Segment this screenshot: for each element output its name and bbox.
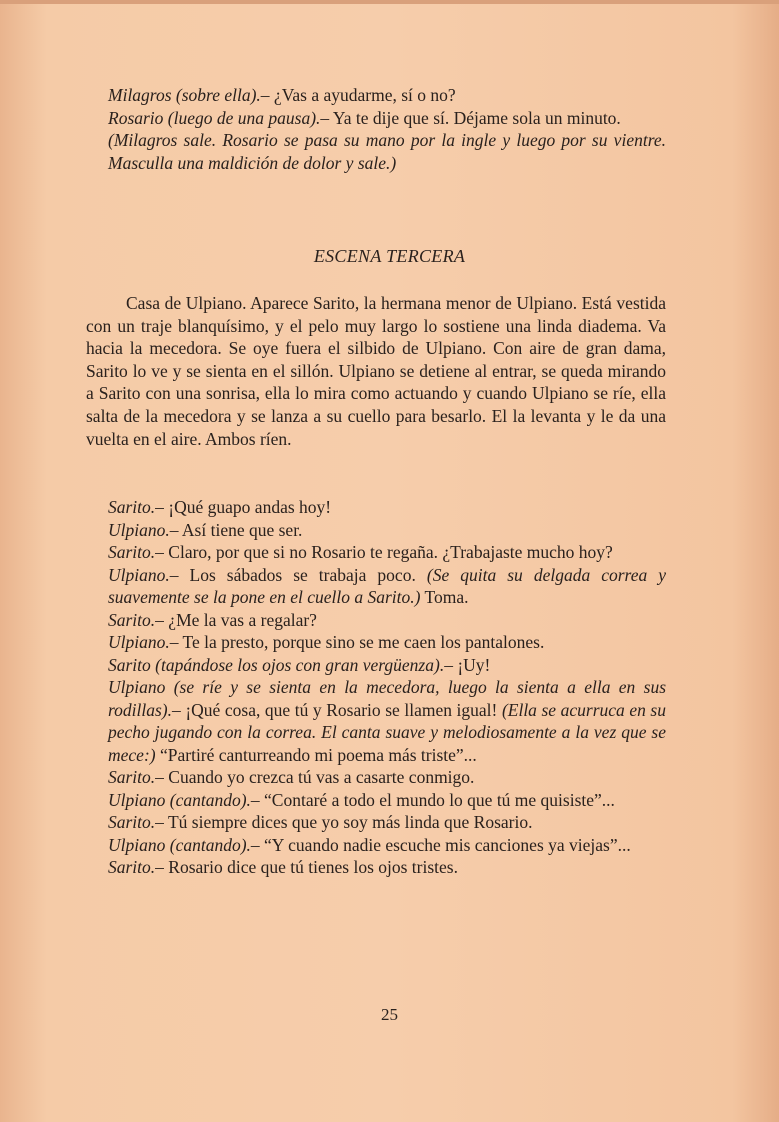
inline-stage-direction: (Se quita su delgada correa y suavemente se la pone en el cuello a Sarito.) xyxy=(108,564,667,607)
dialogue-line xyxy=(86,496,666,519)
speaker: Sarito. xyxy=(108,497,156,517)
dialogue-line xyxy=(86,84,666,107)
speaker: Sarito. xyxy=(108,542,156,562)
line-text: – “Y cuando nadie escuche mis canciones ya viejas”... xyxy=(250,834,631,855)
line-text-after: “Partiré canturreando mi poema más triste”... xyxy=(155,744,477,765)
line-text: – Ya te dije que sí. Déjame sola un minuto. xyxy=(320,107,621,128)
speaker: Ulpiano. xyxy=(108,564,170,585)
page-number: 25 xyxy=(381,1005,398,1024)
speaker: Ulpiano (cantando). xyxy=(108,834,251,855)
line-text: – ¡Qué cosa, que tú y Rosario se llamen igual! xyxy=(172,699,498,720)
dialogue-line xyxy=(86,856,666,879)
line-text: – Claro, por que si no Rosario te regaña. ¿Trabajaste mucho hoy? xyxy=(155,542,613,562)
dialogue-line xyxy=(86,631,666,654)
line-text: – ¿Vas a ayudarme, sí o no? xyxy=(260,85,456,105)
line-text: – Los sábados se trabaja poco. xyxy=(169,564,416,585)
dialogue-line xyxy=(86,609,666,632)
dialogue-line xyxy=(86,834,666,857)
dialogue-line xyxy=(86,519,666,542)
dialogue-line xyxy=(86,541,666,564)
line-text: – Rosario dice que tú tienes los ojos tristes. xyxy=(155,857,458,877)
speaker: Milagros (sobre ella). xyxy=(108,85,261,105)
scene-heading: ESCENA TERCERA xyxy=(313,246,466,266)
line-text: – ¡Uy! xyxy=(444,654,491,675)
dialogue-line xyxy=(86,107,666,130)
speaker: Sarito. xyxy=(108,609,156,630)
dialogue-line xyxy=(86,811,666,834)
dialogue-line xyxy=(86,654,666,677)
dialogue-line xyxy=(86,789,666,812)
inline-stage-direction: (Ella se acurruca en su pecho jugando con la correa. El canta suave y melodiosamente a la vez que se mece:) xyxy=(108,699,666,765)
dialogue-line xyxy=(86,564,666,609)
dialogue-line xyxy=(86,766,666,789)
scene-description: Casa de Ulpiano. Aparece Sarito, la hermana menor de Ulpiano. Está vestida con un traje blanquísimo, y el pelo muy largo lo sostiene una linda diadema. Va hacia la mecedora. Se oye fuera el silbido de Ulpiano. Con aire de gran dama, Sarito lo ve y se sienta en el sillón. Ulpiano se detiene al entrar, se queda mirando a Sarito con una sonrisa, ella lo mira como actuando y cuando Ulpiano se ríe, ella salta de la mecedora y se lanza a su cuello para besarlo. El la levanta y le da una vuelta en el aire. Ambos ríen. xyxy=(86,293,666,449)
line-text: – Cuando yo crezca tú vas a casarte conmigo. xyxy=(155,767,475,787)
speaker: Sarito. xyxy=(108,812,156,832)
scene-dialogue xyxy=(86,496,666,879)
line-text: – Tú siempre dices que yo soy más linda que Rosario. xyxy=(155,812,533,832)
speaker: Ulpiano (cantando). xyxy=(108,789,251,810)
line-text: – ¡Qué guapo andas hoy! xyxy=(155,497,332,517)
line-text-after: Toma. xyxy=(420,587,469,607)
speaker: Ulpiano. xyxy=(108,632,170,652)
speaker: Sarito. xyxy=(108,767,156,787)
top-dialogue xyxy=(86,84,666,174)
page-edge xyxy=(0,0,779,4)
speaker: Sarito (tapándose los ojos con gran vergüenza). xyxy=(108,654,445,675)
speaker: Sarito. xyxy=(108,857,156,877)
speaker: Ulpiano (se ríe y se sienta en la mecedora, luego la sienta a ella en sus rodillas). xyxy=(108,677,666,720)
stage-direction: (Milagros sale. Rosario se pasa su mano por la ingle y luego por su vientre. Masculla una maldición de dolor y sale.) xyxy=(108,130,666,173)
line-text: – “Contaré a todo el mundo lo que tú me quisiste”... xyxy=(250,789,615,810)
speaker: Rosario (luego de una pausa). xyxy=(108,107,321,128)
line-text: – ¿Me la vas a regalar? xyxy=(155,609,317,630)
line-text: – Así tiene que ser. xyxy=(169,519,303,540)
speaker: Ulpiano. xyxy=(108,519,170,540)
line-text: – Te la presto, porque sino se me caen los pantalones. xyxy=(169,632,545,652)
dialogue-line xyxy=(86,676,666,766)
